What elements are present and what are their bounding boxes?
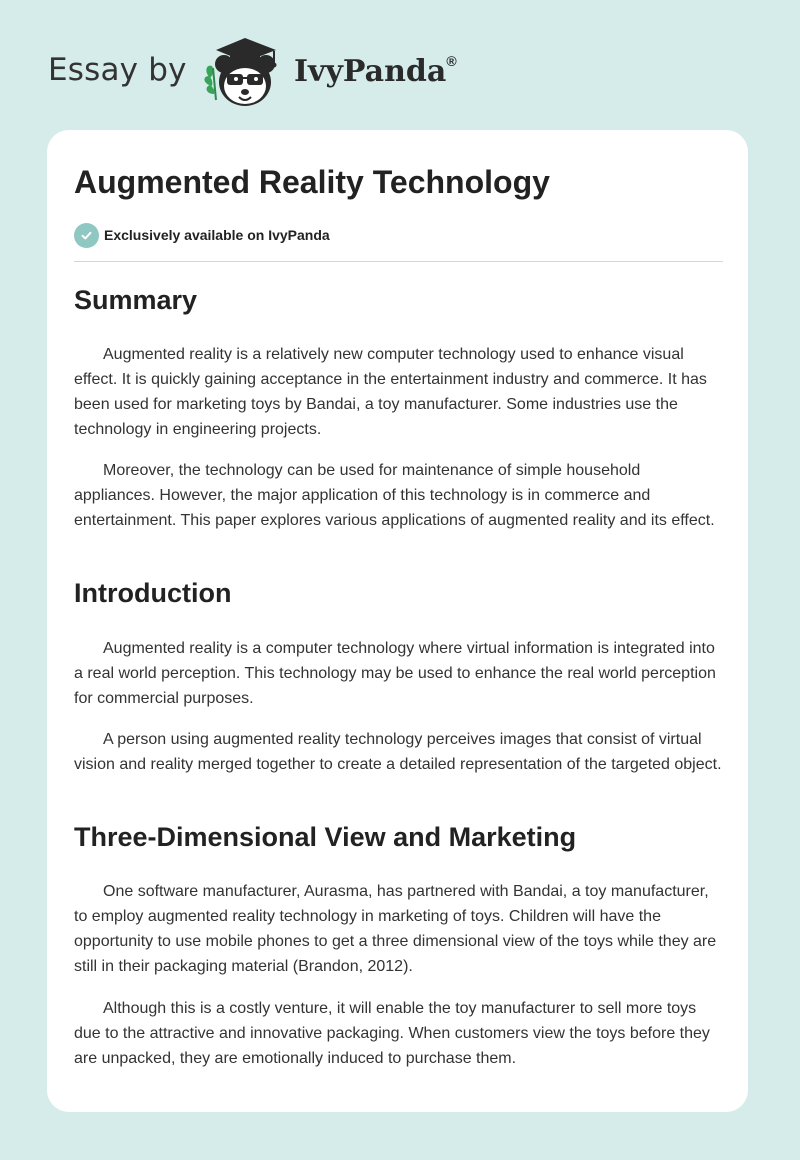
site-header — [48, 34, 548, 114]
paragraph: A person using augmented reality technology perceives images that consist of virtual vision and reality merged together to create a detailed representation of the targeted object. — [74, 731, 722, 773]
article-title: Augmented Reality Technology — [74, 164, 550, 200]
divider — [74, 261, 723, 262]
paragraph: Augmented reality is a relatively new computer technology used to enhance visual effect. It is quickly gaining acceptance in the entertainment industry and commerce. It has been used for marketing toys by Bandai, a toy manufacturer. Some industries use the technology in engineering projects. — [74, 346, 707, 438]
paragraph: Augmented reality is a computer technology where virtual information is integrated into a real world perception. This technology may be used to enhance the real world perception for commercial purposes. — [74, 640, 716, 707]
section-heading-introduction: Introduction — [74, 578, 232, 608]
paragraph: Although this is a costly venture, it will enable the toy manufacturer to sell more toys due to the attractive and innovative packaging. When customers view the toys before they are unpacked, they are emotionally induced to purchase them. — [74, 1000, 710, 1067]
brand-name[interactable] — [294, 54, 457, 89]
paragraph: Moreover, the technology can be used for maintenance of simple household appliances. However, the major application of this technology is in commerce and entertainment. This paper explores various applications of augmented reality and its effect. — [74, 462, 715, 529]
panda-graduation-cap-icon[interactable] — [200, 34, 290, 110]
paragraph: One software manufacturer, Aurasma, has partnered with Bandai, a toy manufacturer, to employ augmented reality technology in marketing of toys. Children will have the opportunity to use mobile phones to get a three dimensional view of the toys while they are still in their packaging material (Brandon, 2012). — [74, 883, 717, 975]
section-heading-three-dimensional-view: Three-Dimensional View and Marketing — [74, 822, 577, 852]
section-heading-summary: Summary — [74, 285, 198, 315]
exclusive-badge-label: Exclusively available on IvyPanda — [104, 227, 330, 243]
exclusive-badge — [74, 222, 330, 248]
brand-text: IvyPanda — [294, 54, 447, 89]
article-card — [47, 130, 748, 1112]
check-circle-icon — [74, 223, 99, 248]
registered-mark: ® — [446, 53, 457, 69]
essay-by-label: Essay by — [48, 52, 187, 88]
